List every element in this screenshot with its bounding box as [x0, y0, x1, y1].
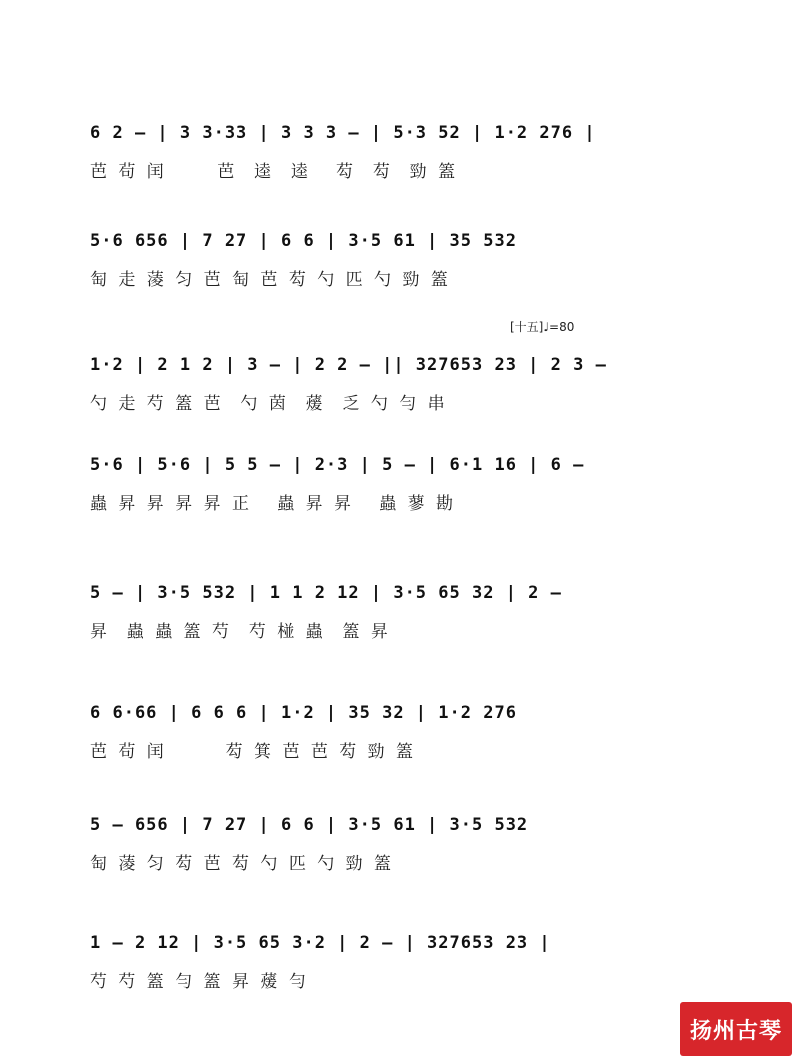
- tablature-row: 匋 蓤 匀 芶 芭 芶 勺 匹 勺 勁 篕: [90, 854, 395, 874]
- notation-row: 6 2 — | 3 3·33 | 3 3 3 — | 5·3 52 | 1·2 276 |: [90, 123, 596, 143]
- notation-row: 5·6 656 | 7 27 | 6 6 | 3·5 61 | 35 532: [90, 231, 517, 251]
- tempo-marker: [十五]♩=80: [510, 320, 575, 334]
- score-line-4: [90, 450, 720, 518]
- notation-row: 6 6·66 | 6 6 6 | 1·2 | 35 32 | 1·2 276: [90, 703, 517, 723]
- score-line-5: [90, 578, 720, 646]
- score-line-8: [90, 928, 720, 996]
- tablature-row: 芭 茍 闰 芭 逵 逵 芶 芶 勁 篕: [90, 162, 459, 182]
- notation-row: 5·6 | 5·6 | 5 5 — | 2·3 | 5 — | 6·1 16 | 6 —: [90, 455, 585, 475]
- notation-row: 1·2 | 2 1 2 | 3 — | 2 2 — || 327653 23 | 2 3 —: [90, 355, 607, 375]
- notation-row: 5 — | 3·5 532 | 1 1 2 12 | 3·5 65 32 | 2 —: [90, 583, 562, 603]
- score-line-3: [90, 350, 720, 418]
- score-line-6: [90, 698, 720, 766]
- score-line-2: [90, 226, 720, 294]
- tablature-row: 昇 蟲 蟲 篕 芍 芍 椪 蟲 篕 昇: [90, 622, 391, 642]
- notation-row: 1 — 2 12 | 3·5 65 3·2 | 2 — | 327653 23 |: [90, 933, 551, 953]
- tablature-row: 勺 走 芍 篕 芭 勺 茵 蕿 乏 勺 勻 串: [90, 394, 448, 414]
- score-line-7: [90, 810, 720, 878]
- watermark-logo: [680, 1002, 792, 1056]
- tablature-row: 芍 芍 篕 勻 篕 昇 蕿 勻: [90, 972, 309, 992]
- score-line-1: [90, 118, 720, 186]
- notation-row: 5 — 656 | 7 27 | 6 6 | 3·5 61 | 3·5 532: [90, 815, 529, 835]
- tablature-row: 蟲 昇 昇 昇 昇 正 蟲 昇 昇 蟲 蓼 勘: [90, 494, 457, 514]
- watermark-text: 扬州古琴: [689, 1018, 782, 1044]
- tablature-row: 匋 走 蓤 匀 芭 匋 芭 芶 勺 匹 勺 勁 篕: [90, 270, 451, 290]
- tablature-row: 芭 茍 闰 芶 箕 芭 芭 芶 勁 篕: [90, 742, 417, 762]
